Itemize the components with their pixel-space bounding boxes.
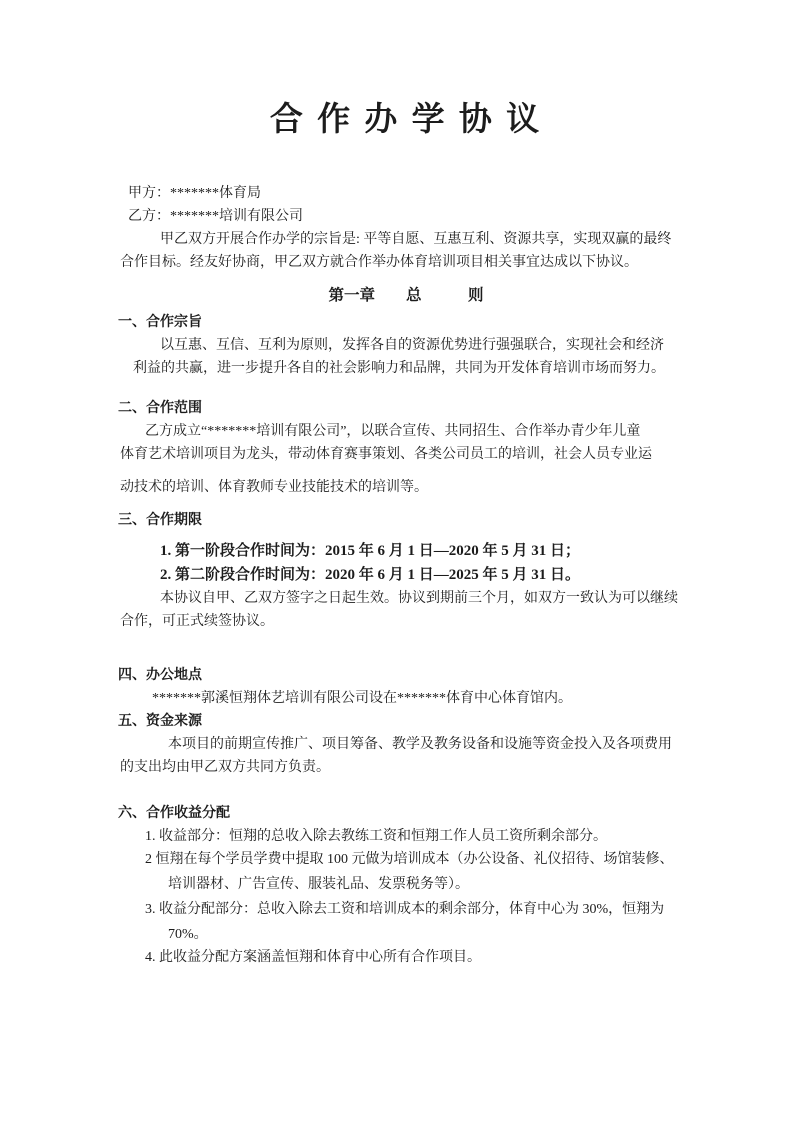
section-6-item-3-line-2: 70%。 (168, 927, 208, 942)
section-3-phase-1: 1. 第一阶段合作时间为：2015 年 6 月 1 日—2020 年 5 月 31 日； (160, 543, 581, 559)
section-1-heading: 一、合作宗旨 (118, 315, 202, 330)
section-5-funding-source (118, 710, 694, 779)
section-2-line-3: 动技术的培训、体育教师专业技能技术的培训等。 (120, 480, 428, 495)
section-3-line-2: 合作，可正式续签协议。 (120, 614, 274, 629)
section-5-line-1: 本项目的前期宣传推广、项目筹备、教学及教务设备和设施等资金投入及各项费用 (168, 737, 672, 752)
section-1-line-2: 利益的共赢，进一步提升各自的社会影响力和品牌，共同为开发体育培训市场而努力。 (133, 361, 665, 376)
section-1-line-1: 以互惠、互信、互利为原则，发挥各自的资源优势进行强强联合，实现社会和经济 (160, 338, 664, 353)
section-6-item-3-line-1: 3. 收益分配部分：总收入除去工资和培训成本的剩余部分，体育中心为 30%，恒翔为 (145, 902, 665, 917)
section-6-item-1: 1. 收益部分：恒翔的总收入除去教练工资和恒翔工作人员工资所剩余部分。 (145, 829, 607, 844)
section-6-item-2-line-1: 2 恒翔在每个学员学费中提取 100 元做为培训成本（办公设备、礼仪招待、场馆装修、 (145, 852, 674, 867)
section-5-line-2: 的支出均由甲乙双方共同方负责。 (120, 760, 330, 775)
section-6-heading: 六、合作收益分配 (118, 806, 230, 821)
document-title: 合 作 办 学 协 议 (269, 102, 543, 138)
section-6-revenue-distribution (118, 802, 694, 969)
section-3-heading: 三、合作期限 (118, 513, 202, 528)
intro-line-2: 合作目标。经友好协商，甲乙双方就合作举办体育培训项目相关事宜达成以下协议。 (120, 255, 638, 270)
section-4-heading: 四、办公地点 (118, 668, 202, 683)
section-3-phase-2: 2. 第二阶段合作时间为：2020 年 6 月 1 日—2025 年 5 月 31 日。 (160, 567, 581, 583)
chapter-1-heading: 第一章 总 则 (328, 287, 484, 304)
section-3-cooperation-term (118, 509, 694, 633)
party-b-line: 乙方：*******培训有限公司 (128, 209, 303, 224)
intro-line-1: 甲乙双方开展合作办学的宗旨是: 平等自愿、互惠互利、资源共享，实现双赢的最终 (160, 232, 672, 247)
section-4-office-location (118, 664, 694, 710)
section-2-heading: 二、合作范围 (118, 401, 202, 416)
section-2-line-2: 体育艺术培训项目为龙头，带动体育赛事策划、各类公司员工的培训，社会人员专业运 (120, 447, 652, 462)
section-2-line-1: 乙方成立“*******培训有限公司”，以联合宣传、共同招生、合作举办青少年儿童 (145, 424, 641, 439)
section-5-heading: 五、资金来源 (118, 714, 202, 729)
section-2-cooperation-scope (118, 397, 694, 499)
section-4-line-1: *******郭溪恒翔体艺培训有限公司设在*******体育中心体育馆内。 (152, 691, 572, 706)
section-1-cooperation-purpose (118, 311, 694, 380)
section-6-item-4: 4. 此收益分配方案涵盖恒翔和体育中心所有合作项目。 (145, 950, 481, 965)
party-a-line: 甲方：*******体育局 (128, 186, 261, 201)
section-3-line-1: 本协议自甲、乙双方签字之日起生效。协议到期前三个月，如双方一致认为可以继续 (160, 591, 678, 606)
section-6-item-2-line-2: 培训器材、广告宣传、服装礼品、发票税务等）。 (168, 877, 469, 892)
